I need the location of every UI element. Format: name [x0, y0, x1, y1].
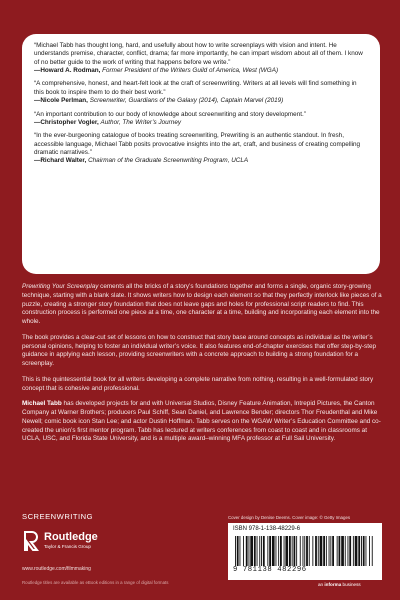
- publisher-logo: [22, 530, 98, 552]
- ebook-note: Routledge titles are available as eBook editions in a range of digital formats: [22, 580, 169, 585]
- description-paragraph: [22, 283, 382, 327]
- barcode-bar: [300, 536, 301, 566]
- publisher-name: Routledge: [44, 531, 98, 544]
- barcode-bar: [345, 536, 346, 566]
- description-paragraph: This is the quintessential book for all writers developing a complete narrative from nothing, resulting in a well-formulated story concept that is cohesive and professional.: [22, 375, 374, 392]
- publisher-url[interactable]: www.routledge.com/filmmaking: [22, 566, 91, 572]
- barcode-bar: [363, 536, 365, 566]
- endorsements-panel: [22, 34, 380, 274]
- barcode-bar: [358, 536, 360, 566]
- barcode-bar: [320, 536, 323, 566]
- barcode-bar: [263, 536, 265, 566]
- barcode-bar: [318, 536, 319, 566]
- informa-suffix: business: [342, 582, 361, 587]
- quote-author: —Richard Walter,: [34, 157, 87, 165]
- endorsement-quote: [34, 42, 368, 75]
- book-description: [22, 283, 382, 451]
- quote-text: “An important contribution to our body of knowledge about screenwriting and story development.”: [34, 110, 306, 118]
- barcode-bar: [312, 536, 313, 566]
- book-category: SCREENWRITING: [22, 512, 94, 521]
- barcode-bar: [269, 536, 271, 566]
- barcode-bar: [366, 536, 367, 566]
- barcode-bar: [259, 536, 260, 566]
- quote-attribution: [34, 119, 368, 127]
- barcode-bar: [249, 536, 250, 566]
- barcode-bar: [353, 536, 354, 566]
- isbn-barcode: [228, 523, 382, 580]
- barcode-bar: [339, 536, 341, 566]
- isbn-number: ISBN 978-1-138-48229-6: [233, 526, 301, 532]
- barcode-bar: [369, 536, 370, 566]
- quote-author: —Howard A. Rodman,: [34, 67, 101, 75]
- barcode-bar: [235, 536, 236, 566]
- barcode-bar: [349, 536, 351, 566]
- quote-attribution: [34, 97, 368, 105]
- quote-attribution: [34, 157, 368, 165]
- barcode-bar: [250, 536, 253, 566]
- quote-author: —Nicole Perlman,: [34, 97, 88, 105]
- barcode-bar: [330, 536, 331, 566]
- barcode-bar: [267, 536, 268, 566]
- quote-author-title: Author, The Writer’s Journey: [100, 118, 182, 126]
- barcode-bar: [332, 536, 334, 566]
- quote-author-title: Former President of the Writers Guild of America, West (WGA): [102, 67, 279, 75]
- barcode-digits: 9 781138 482296: [233, 566, 307, 574]
- endorsement-quote: [34, 132, 368, 165]
- description-paragraph: The book provides a clear-cut set of lessons on how to construct that story base around concepts as individual as the writer’s personal opinions, helping to foster an individual writer’s voice. It also features end-of-chapter exercises that offer step-by-step guidance in applying each lesson, providing screenwriters with a concrete approach to building a strong foundation for a screenplay.: [22, 333, 377, 367]
- barcode-bar: [276, 536, 277, 566]
- barcode-bar: [296, 536, 297, 566]
- publisher-group: Taylor & Francis Group: [44, 544, 91, 550]
- barcode-bar: [284, 536, 285, 566]
- barcode-bar: [361, 536, 362, 566]
- barcode-bar: [355, 536, 358, 566]
- barcode-bar: [243, 536, 244, 566]
- barcode-bar: [280, 536, 282, 566]
- barcode-bar: [323, 536, 325, 566]
- barcode-bar: [289, 536, 291, 566]
- quote-author-title: Chairman of the Graduate Screenwriting Program, UCLA: [88, 157, 249, 165]
- endorsement-quote: [34, 111, 368, 128]
- barcode-bar: [254, 536, 256, 566]
- barcode-bar: [246, 536, 248, 566]
- barcode-bar: [292, 536, 293, 566]
- quote-author-title: Screenwriter, Guardians of the Galaxy (2014), Captain Marvel (2019): [89, 97, 284, 105]
- quote-text: “A comprehensive, honest, and heart-felt look at the craft of screenwriting. Writers at all levels will find something in this book to inspire them to do their best work.”: [34, 80, 357, 96]
- barcode-bar: [372, 536, 373, 566]
- routledge-logo-icon: [22, 530, 40, 552]
- quote-author: —Christopher Vogler,: [34, 118, 99, 126]
- barcode-bar: [348, 536, 349, 566]
- barcode-bar: [306, 536, 308, 566]
- barcode-bar: [261, 536, 262, 566]
- author-bio: [22, 400, 382, 444]
- informa-prefix: an: [318, 582, 324, 587]
- endorsement-quote: [34, 80, 368, 105]
- barcode-bar: [257, 536, 258, 566]
- barcode-bar: [337, 536, 338, 566]
- barcode-bar: [326, 536, 327, 566]
- barcode-bar: [237, 536, 239, 566]
- author-name: Michael Tabb: [22, 400, 62, 408]
- barcode-bar: [303, 536, 304, 566]
- author-bio-text: has developed projects for and with Universal Studios, Disney Feature Animation, Intrepid Pictures, the Canton Company at Warner Brothers; producers Paul Schiff, Sean Daniel, and Lawrence Bender; directors Thor Freudenthal and Mike Newell; comic book icon Stan Lee; and actor Dustin Hoffman. Tabb serves on the WGAW Writer’s Education Committee and co-created the union’s first mentor program. Tabb has lectured at writers conferences from coast to coast and in classrooms at UCLA, USC, and Florida State University, and is a multiple award–winning MFA professor at Full Sail University.: [22, 400, 381, 443]
- barcode-bar: [315, 536, 317, 566]
- cover-credit: Cover design by Denise Deems. Cover image: © Getty Images: [228, 515, 351, 520]
- book-title-inline: Prewriting Your Screenplay: [22, 283, 99, 290]
- barcode-bar: [304, 536, 305, 566]
- barcode-bar: [309, 536, 310, 566]
- barcode-bar: [285, 536, 288, 566]
- quote-attribution: [34, 67, 368, 75]
- barcode-bar: [341, 536, 344, 566]
- barcode-icon: [233, 536, 377, 566]
- quote-text: “Michael Tabb has thought long, hard, and usefully about how to write screenplays with vision and intent. He understands premise, character, conflict, drama; far more importantly, he can impart wisdom about all of them. I know of no better guide to the work of writing that happens before we write.”: [34, 42, 363, 66]
- barcode-bar: [278, 536, 279, 566]
- barcode-bar: [272, 536, 275, 566]
- informa-tagline: [318, 582, 361, 587]
- barcode-bar: [240, 536, 241, 566]
- description-text: cements all the bricks of a story’s foundations together and forms a single, organic story-growing technique, starting with a blank slate. It shows writers how to design each element so that they perfectly interlock like pieces of a puzzle, creating a stronger story foundation that does not leave gaps and holes for professional script readers to find. This construction process is performed one piece at a time, one character at a time, building and incorporating each element into the whole.: [22, 283, 382, 325]
- quote-text: “In the ever-burgeoning catalogue of books treating screenwriting, Prewriting is an authentic standout. In fresh, accessible language, Michael Tabb posits provocative insights into the art, craft, and business of creating compelling dramatic narratives.”: [34, 132, 361, 156]
- informa-name: informa: [324, 582, 342, 587]
- barcode-bar: [294, 536, 296, 566]
- barcode-bar: [329, 536, 330, 566]
